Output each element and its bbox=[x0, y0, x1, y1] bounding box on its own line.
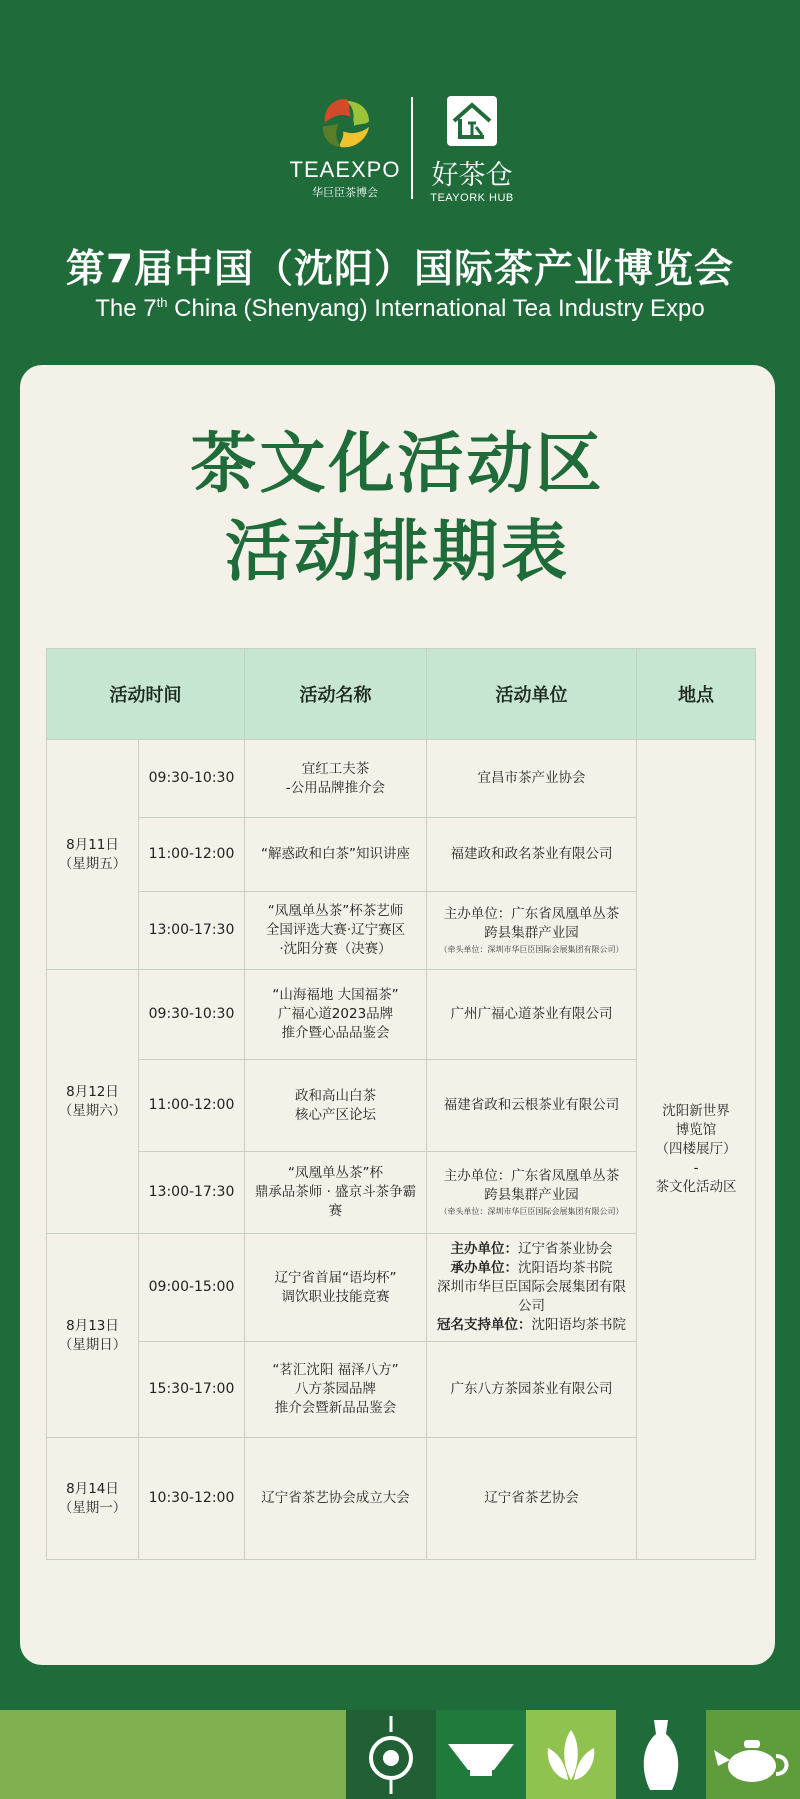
date-label: 8月12日 bbox=[66, 1083, 119, 1100]
venue-cell bbox=[637, 740, 756, 1560]
teaexpo-logo-icon bbox=[317, 95, 373, 151]
org-note: （牵头单位：深圳市华巨臣国际会展集团有限公司） bbox=[439, 945, 624, 954]
weekday-label: （星期五） bbox=[58, 855, 127, 872]
expo-title-cn: 第7届中国（沈阳）国际茶产业博览会 bbox=[65, 247, 735, 292]
org-cell bbox=[427, 740, 637, 818]
activity-name-line: “茗汇沈阳 福泽八方” bbox=[272, 1362, 399, 1378]
org-cell bbox=[427, 1152, 637, 1234]
activity-name-line: 推介会暨新品品鉴会 bbox=[274, 1400, 397, 1416]
org-line: 福建省政和云根茶业有限公司 bbox=[443, 1097, 620, 1113]
logo-bar bbox=[0, 95, 800, 205]
org-note: （牵头单位：深圳市华巨臣国际会展集团有限公司） bbox=[439, 1207, 624, 1216]
time-cell: 13:00-17:30 bbox=[139, 1152, 245, 1234]
vase-icon bbox=[616, 1710, 706, 1799]
activity-name-line: “解惑政和白茶”知识讲座 bbox=[261, 846, 410, 862]
activity-name-cell bbox=[245, 1060, 427, 1152]
expo-title-en bbox=[0, 295, 800, 323]
org-line bbox=[431, 1259, 632, 1278]
teayork-logo-sub: TEAYORK HUB bbox=[430, 192, 514, 204]
tea-cup-icon bbox=[436, 1710, 526, 1799]
org-line: 辽宁省茶艺协会 bbox=[484, 1490, 579, 1506]
activity-name-line: 鼎承品茶师 · 盛京斗茶争霸赛 bbox=[254, 1184, 417, 1219]
activity-name-line: 八方茶园品牌 bbox=[295, 1381, 376, 1397]
org-line: 跨县集群产业园 bbox=[484, 925, 579, 941]
org-cell bbox=[427, 1234, 637, 1342]
weekday-label: （星期六） bbox=[58, 1102, 127, 1119]
activity-name-line: 全国评选大赛·辽宁赛区 bbox=[265, 922, 406, 938]
activity-name-cell bbox=[245, 818, 427, 892]
activity-name-line: 政和高山白茶 bbox=[295, 1087, 376, 1104]
org-value: 沈阳语均茶书院 bbox=[518, 1260, 613, 1276]
org-value: 深圳市华巨臣国际会展集团有限公司 bbox=[437, 1279, 626, 1314]
org-cell bbox=[427, 1342, 637, 1438]
time-cell: 09:30-10:30 bbox=[139, 970, 245, 1060]
date-label: 8月13日 bbox=[66, 1317, 119, 1334]
org-line: 广东八方茶园茶业有限公司 bbox=[450, 1381, 613, 1397]
org-cell bbox=[427, 1438, 637, 1560]
activity-name-line: “凤凰单丛茶”杯茶艺师 bbox=[267, 903, 404, 919]
org-cell bbox=[427, 1060, 637, 1152]
expo-title-en-sup: th bbox=[156, 295, 168, 310]
venue-line: - bbox=[693, 1160, 699, 1176]
tea-leaf-icon bbox=[526, 1710, 616, 1799]
date-label: 8月14日 bbox=[66, 1480, 119, 1497]
org-line: 福建政和政名茶业有限公司 bbox=[450, 846, 613, 862]
time-cell: 15:30-17:00 bbox=[139, 1342, 245, 1438]
org-line: 广州广福心道茶业有限公司 bbox=[450, 1006, 613, 1022]
time-cell: 11:00-12:00 bbox=[139, 1060, 245, 1152]
header-name: 活动名称 bbox=[245, 649, 427, 740]
org-cell bbox=[427, 818, 637, 892]
date-cell bbox=[47, 1234, 139, 1438]
logo-divider bbox=[411, 97, 413, 199]
activity-name-cell bbox=[245, 892, 427, 970]
activity-name-line: 辽宁省茶艺协会成立大会 bbox=[261, 1490, 410, 1506]
activity-name-line: 核心产区论坛 bbox=[295, 1106, 376, 1123]
teayork-logo-name: 好茶仓 bbox=[431, 160, 513, 191]
tea-pouring-icon bbox=[346, 1710, 436, 1799]
header-venue: 地点 bbox=[637, 649, 756, 740]
org-cell bbox=[427, 892, 637, 970]
schedule-title-line1: 茶文化活动区 bbox=[190, 425, 605, 502]
venue-line: 茶文化活动区 bbox=[655, 1179, 737, 1195]
org-line: 主办单位：广东省凤凰单丛茶 bbox=[443, 906, 620, 922]
activity-name-cell bbox=[245, 1438, 427, 1560]
date-cell bbox=[47, 1438, 139, 1560]
venue-line: 沈阳新世界 bbox=[662, 1103, 730, 1119]
schedule-title-line2: 活动排期表 bbox=[225, 513, 570, 590]
org-cell bbox=[427, 970, 637, 1060]
org-value: 沈阳语均茶书院 bbox=[531, 1317, 626, 1333]
time-cell: 10:30-12:00 bbox=[139, 1438, 245, 1560]
teapot-icon bbox=[706, 1710, 800, 1799]
org-value: 辽宁省茶业协会 bbox=[518, 1241, 613, 1257]
activity-name-line: 推介暨心品品鉴会 bbox=[281, 1025, 390, 1041]
org-line bbox=[431, 1240, 632, 1259]
expo-title-en-prefix: The 7 bbox=[95, 295, 157, 322]
expo-title-en-suffix: China (Shenyang) International Tea Industry Expo bbox=[167, 295, 705, 322]
weekday-label: （星期一） bbox=[58, 1499, 127, 1516]
activity-name-line: ·沈阳分赛（决赛） bbox=[279, 941, 392, 957]
activity-name-cell bbox=[245, 1234, 427, 1342]
activity-name-cell bbox=[245, 970, 427, 1060]
activity-name-line: “凤凰单丛茶”杯 bbox=[288, 1165, 383, 1181]
activity-name-line: 宜红工夫茶 bbox=[301, 760, 370, 777]
date-cell bbox=[47, 970, 139, 1234]
schedule-table bbox=[46, 648, 756, 1560]
teaexpo-logo-sub: 华巨臣茶博会 bbox=[312, 186, 378, 199]
activity-name-line: 调饮职业技能竞赛 bbox=[281, 1288, 390, 1305]
table-row bbox=[47, 740, 756, 818]
date-cell bbox=[47, 740, 139, 970]
org-label: 主办单位： bbox=[450, 1241, 518, 1257]
activity-name-line: 辽宁省首届“语均杯” bbox=[274, 1269, 397, 1286]
date-label: 8月11日 bbox=[66, 836, 119, 853]
weekday-label: （星期日） bbox=[58, 1336, 127, 1353]
house-icon bbox=[446, 95, 498, 147]
time-cell: 09:30-10:30 bbox=[139, 740, 245, 818]
activity-name-cell bbox=[245, 1342, 427, 1438]
header-time: 活动时间 bbox=[47, 649, 245, 740]
teaexpo-logo bbox=[285, 95, 405, 200]
activity-name-cell bbox=[245, 740, 427, 818]
teayork-logo bbox=[422, 95, 522, 204]
activity-name-line: 广福心道2023品牌 bbox=[277, 1006, 394, 1022]
org-label: 冠名支持单位： bbox=[437, 1317, 532, 1333]
venue-line: 博览馆 bbox=[675, 1122, 717, 1138]
table-header-row bbox=[47, 649, 756, 740]
venue-line: （四楼展厅） bbox=[655, 1141, 737, 1157]
org-line bbox=[431, 1316, 632, 1335]
org-label: 承办单位： bbox=[450, 1260, 518, 1276]
org-line: 跨县集群产业园 bbox=[484, 1187, 579, 1203]
org-line bbox=[431, 1278, 632, 1316]
org-line: 宜昌市茶产业协会 bbox=[477, 770, 586, 786]
time-cell: 13:00-17:30 bbox=[139, 892, 245, 970]
header-org: 活动单位 bbox=[427, 649, 637, 740]
schedule-title bbox=[20, 420, 775, 596]
activity-name-cell bbox=[245, 1152, 427, 1234]
org-line: 主办单位：广东省凤凰单丛茶 bbox=[443, 1168, 620, 1184]
footer-strip bbox=[0, 1710, 800, 1799]
time-cell: 09:00-15:00 bbox=[139, 1234, 245, 1342]
activity-name-line: -公用品牌推介会 bbox=[285, 779, 386, 796]
activity-name-line: “山海福地 大国福茶” bbox=[272, 987, 399, 1003]
teaexpo-logo-name: TEAEXPO bbox=[289, 157, 401, 182]
time-cell: 11:00-12:00 bbox=[139, 818, 245, 892]
